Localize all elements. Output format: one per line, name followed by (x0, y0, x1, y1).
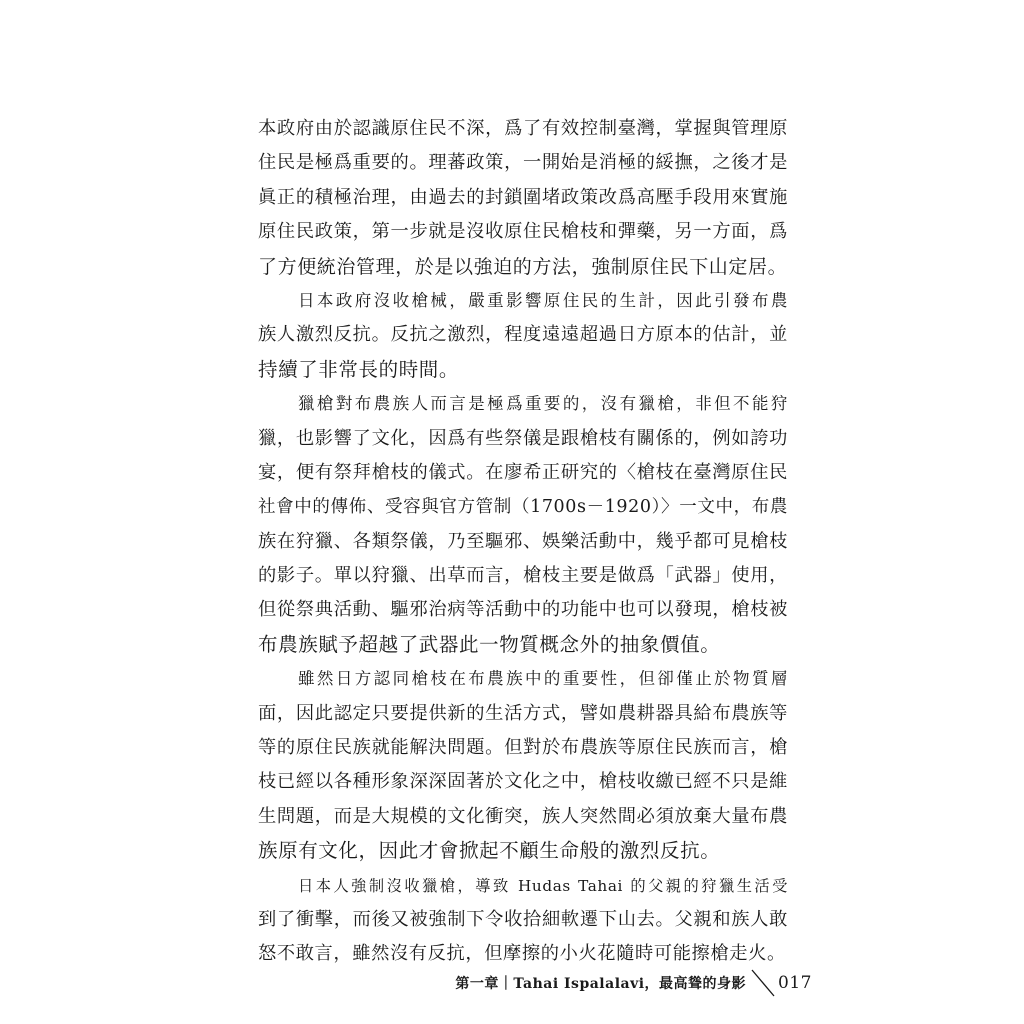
text-line: 等的原住民族就能解決問題。但對於布農族等原住民族而言，槍 (258, 737, 788, 759)
text-line: 本政府由於認識原住民不深，爲了有效控制臺灣，掌握與管理原 (258, 118, 788, 139)
text-line: 族人激烈反抗。反抗之激烈，程度遠遠超過日方原本的估計，並 (258, 324, 788, 346)
text-line: 怒不敢言，雖然沒有反抗，但摩擦的小火花隨時可能擦槍走火。 (258, 943, 786, 965)
text-line: 眞正的積極治理，由過去的封鎖圍堵政策改爲高壓手段用來實施 (258, 186, 788, 208)
paragraph (258, 284, 788, 387)
body-text (258, 112, 788, 972)
text-line: 的影子。單以狩獵、出草而言，槍枝主要是做爲「武器」使用， (258, 565, 788, 587)
text-line: 住民是極爲重要的。理蕃政策，一開始是消極的綏撫，之後才是 (258, 152, 788, 174)
text-line: 生問題，而是大規模的文化衝突，族人突然間必須放棄大量布農 (258, 805, 788, 827)
folio-divider (750, 968, 776, 998)
running-head: 第一章｜Tahai Ispalalavi，最高聳的身影 (455, 976, 747, 992)
text-line: 族原有文化，因此才會掀起不顧生命般的激烈反抗。 (258, 839, 721, 863)
text-line: 日本人強制沒收獵槍，導致 Hudas Tahai 的父親的狩獵生活受 (298, 876, 788, 895)
paragraph (258, 869, 788, 972)
text-line: 到了衝擊，而後又被強制下令收拾細軟遷下山去。父親和族人敢 (258, 908, 788, 930)
text-line: 宴，便有祭拜槍枝的儀式。在廖希正研究的〈槍枝在臺灣原住民 (258, 461, 788, 483)
text-line: 社會中的傳佈、受容與官方管制（1700s－1920）〉一文中，布農 (258, 497, 788, 518)
text-line: 獵，也影響了文化，因爲有些祭儀是跟槍枝有關係的，例如誇功 (258, 427, 788, 449)
text-line: 原住民政策，第一步就是沒收原住民槍枝和彈藥，另一方面，爲 (258, 221, 788, 243)
page-number: 017 (778, 973, 812, 993)
paragraph (258, 112, 788, 284)
text-line: 獵槍對布農族人而言是極爲重要的，沒有獵槍，非但不能狩 (298, 394, 788, 414)
paragraph (258, 662, 788, 868)
text-line: 面，因此認定只要提供新的生活方式，譬如農耕器具給布農族等 (258, 702, 788, 724)
text-line: 枝已經以各種形象深深固著於文化之中，槍枝收繳已經不只是維 (258, 771, 788, 793)
text-line: 雖然日方認同槍枝在布農族中的重要性，但卻僅止於物質層 (298, 669, 788, 689)
paragraph (258, 387, 788, 662)
text-line: 日本政府沒收槍械，嚴重影響原住民的生計，因此引發布農 (298, 290, 788, 310)
text-line: 持續了非常長的時間。 (258, 357, 460, 381)
page-footer (455, 968, 812, 998)
text-line: 族在狩獵、各類祭儀，乃至驅邪、娛樂活動中，幾乎都可見槍枝 (258, 530, 788, 552)
text-line: 但從祭典活動、驅邪治病等活動中的功能中也可以發現，槍枝被 (258, 599, 788, 621)
text-line: 了方便統治管理，於是以強迫的方法，強制原住民下山定居。 (258, 255, 788, 278)
text-line: 布農族賦予超越了武器此一物質概念外的抽象價值。 (258, 632, 721, 656)
